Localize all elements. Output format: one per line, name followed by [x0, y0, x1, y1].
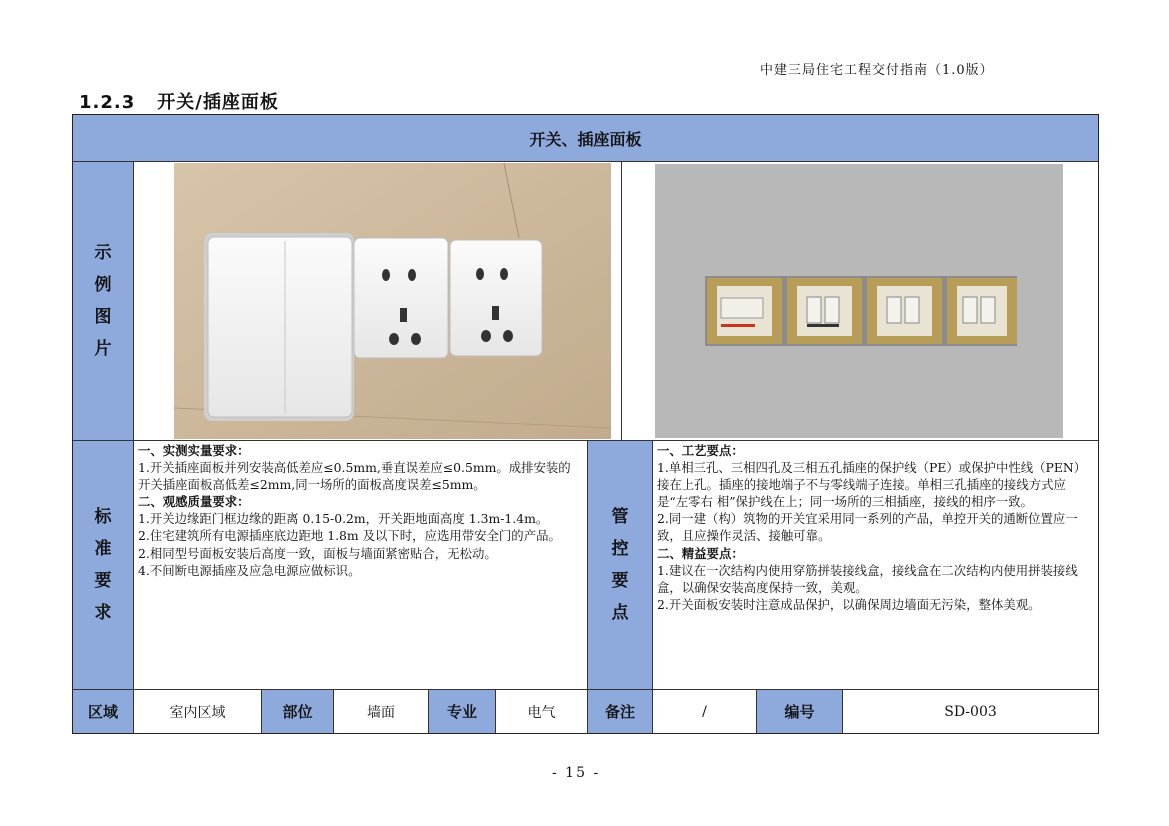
switch-socket-photo: [174, 163, 611, 439]
page-number: - 15 -: [552, 765, 601, 781]
control-item: 2.同一建（构）筑物的开关宜采用同一系列的产品，单控开关的通断位置应一致，且应操作灵活、接触可靠。: [657, 511, 1078, 544]
standard-item: 2.住宅建筑所有电源插座底边距地 1.8m 及以下时，应选用带安全门的产品。: [138, 528, 561, 544]
standard-item: 1.开关插座面板并列安装高低差应≤0.5mm,垂直误差应≤0.5mm。成排安装的开关插座面板高低差≤2mm,同一场所的面板高度误差≤5mm。: [138, 460, 571, 493]
standard-heading-1: 一、实测实量要求：: [138, 443, 250, 458]
label-char: 片: [94, 339, 112, 359]
standard-row-label: [73, 441, 134, 690]
photo-row-label: [73, 162, 134, 441]
label-char: 例: [94, 275, 112, 295]
control-item: 1.建议在一次结构内使用穿筋拼装接线盒，接线盒在二次结构内使用拼装接线盒，以确保安装高度保持一致，美观。: [657, 562, 1078, 595]
section-heading: [79, 88, 279, 114]
label-char: 求: [94, 603, 112, 623]
label-char: 标: [94, 507, 112, 527]
label-char: 准: [94, 539, 112, 559]
example-photo-left-cell: [134, 162, 622, 441]
spec-table: [72, 114, 1099, 734]
label-char: 控: [611, 539, 629, 559]
section-number: 1.2.3: [79, 92, 136, 113]
standard-heading-2: 二、观感质量要求：: [138, 494, 250, 510]
standard-item: 1.开关边缘距门框边缘的距离 0.15-0.2m，开关距地面高度 1.3m-1.4m。: [138, 511, 549, 527]
code-label: 编号: [757, 690, 843, 733]
label-char: 点: [611, 603, 629, 623]
label-char: 图: [94, 307, 112, 327]
label-char: 要: [611, 571, 629, 591]
standard-item: 4.不间断电源插座及应急电源应做标识。: [138, 562, 361, 578]
specialty-label: 专业: [429, 690, 496, 733]
label-char: 要: [94, 571, 112, 591]
control-points-text: [653, 441, 1098, 690]
part-label: 部位: [262, 690, 334, 733]
example-photo-right-cell: [622, 162, 1098, 441]
specialty-value: 电气: [496, 690, 588, 733]
label-char: 管: [611, 507, 629, 527]
control-item: 1.单相三孔、三相四孔及三相五孔插座的保护线（PE）或保护中性线（PEN） 接在上孔。插座的接地端子不与零线端子连接。单相三孔插座的接线方式应是“左零右 相”保护线在上；同一场所的三相插座，接线的相序一致。: [657, 460, 1087, 510]
area-label: 区域: [73, 690, 134, 733]
section-title: 开关/插座面板: [157, 92, 279, 113]
standard-requirements-text: [134, 441, 588, 690]
document-header-title: 中建三局住宅工程交付指南（1.0版）: [760, 63, 994, 78]
control-heading-1: 一、工艺要点：: [657, 443, 744, 458]
area-value: 室内区域: [134, 690, 262, 733]
remark-value: /: [653, 690, 757, 733]
remark-label: 备注: [588, 690, 653, 733]
table-title: 开关、插座面板: [73, 115, 1098, 162]
switch-panel-row-photo: [655, 164, 1063, 438]
part-value: 墙面: [334, 690, 429, 733]
control-heading-2: 二、精益要点：: [657, 545, 744, 561]
label-char: 示: [94, 243, 112, 263]
control-item: 2.开关面板安装时注意成品保护，以确保周边墙面无污染，整体美观。: [657, 596, 1041, 612]
standard-item: 2.相同型号面板安装后高度一致，面板与墙面紧密贴合，无松动。: [138, 545, 497, 561]
control-row-label: [588, 441, 653, 690]
code-value: SD-003: [944, 703, 997, 720]
